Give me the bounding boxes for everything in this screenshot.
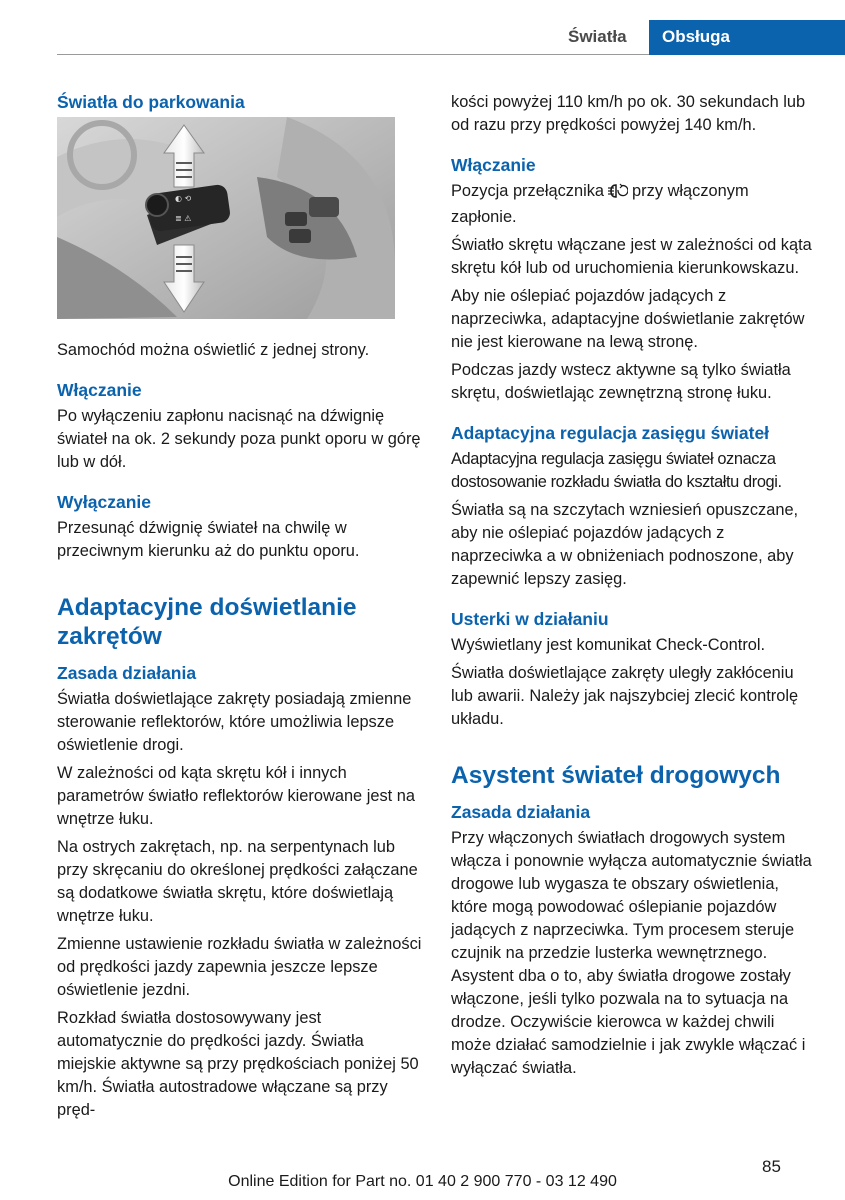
header-chapter-tab: Obsługa [649, 20, 845, 55]
paragraph: Światła doświetlające zakręty posiadają zmienne sterowanie reflektorów, które umożliwia lepsze oświetlenie drogi. [57, 690, 412, 754]
switch-position-text-end: przy włączonym zapłonie. [451, 182, 749, 226]
range-control-heading: Adaptacyjna regulacja zasięgu świateł [451, 423, 770, 443]
headlight-auto-icon [608, 183, 628, 206]
switch-on-heading: Włączanie [57, 380, 142, 400]
svg-text:◐ ⟲: ◐ ⟲ [175, 194, 192, 203]
switch-off-text: Przesunąć dźwignię świateł na chwilę w przeciwnym kierunku aż do punktu oporu. [57, 519, 360, 560]
switch-position-text [451, 180, 816, 229]
paragraph: Rozkład światła dostosowywany jest automatycznie do prędkości jazdy. Światła miejskie aktywne są przy prędkościach poniżej 50 km/h. Światła autostradowe włączane są przy pręd- [57, 1009, 419, 1119]
paragraph: Na ostrych zakrętach, np. na serpentynach lub przy skręcaniu do określonej prędkości załączane są dodatkowe światła skrętu, które doświetlają wnętrze łuku. [57, 838, 418, 925]
paragraph: Wyświetlany jest komunikat Check-Control. [451, 636, 766, 654]
principle-heading: Zasada działania [57, 663, 197, 683]
paragraph: W zależności od kąta skrętu kół i innych parametrów światło reflektorów kierowane jest na wnętrze łuku. [57, 764, 416, 828]
paragraph: Światła są na szczytach wzniesień opuszczane, aby nie oślepiać pojazdów jadących z naprzeciwka a w obniżeniach podnoszone, aby zapewnić lepszy zasięg. [451, 501, 799, 588]
high-beam-assistant-heading: Asystent świateł drogowych [451, 762, 781, 789]
svg-text:≣ ⚠: ≣ ⚠ [175, 214, 192, 223]
figure-caption: Samochód można oświetlić z jednej strony. [57, 341, 370, 359]
faults-heading: Usterki w działaniu [451, 609, 609, 629]
paragraph: Aby nie oślepiać pojazdów jadących z naprzeciwka, adaptacyjne doświetlanie zakrętów nie jest kierowane na lewą stronę. [451, 287, 805, 351]
paragraph: kości powyżej 110 km/h po ok. 30 sekundach lub od razu przy prędkości powyżej 140 km/h. [451, 93, 806, 134]
switch-on-text: Po wyłączeniu zapłonu nacisnąć na dźwignię świateł na ok. 2 sekundy poza punkt oporu w górę lub w dół. [57, 407, 421, 471]
left-column [57, 90, 422, 1127]
parking-lights-heading: Światła do parkowania [57, 92, 245, 112]
switch-off-heading: Wyłączanie [57, 492, 152, 512]
principle-heading: Zasada działania [451, 802, 591, 822]
right-column [451, 91, 816, 1085]
light-lever-illustration [57, 117, 395, 319]
light-lever-figure [57, 117, 395, 319]
header-section-title: Światła [568, 27, 627, 46]
paragraph: Przy włączonych światłach drogowych system włącza i ponownie wyłącza automatycznie światła drogowe lub wygasza te obszary oświetlenia, które mogą powodować oślepianie pojazdów jadących z naprzeciwka. Tym procesem steruje czujnik na przedzie lusterka wewnętrznego. Asystent dba o to, aby światła drogowe zostały włączone, jeśli tylko pozwala na to sytuacja na drodze. Oczywiście kierowca w każdej chwili może działać samodzielnie i jak zwykle włączać i wyłączać światła. [451, 829, 812, 1077]
paragraph: Światła doświetlające zakręty uległy zakłóceniu lub awarii. Należy jak najszybciej zlecić kontrolę układu. [451, 664, 799, 728]
paragraph: Podczas jazdy wstecz aktywne są tylko światła skrętu, doświetlając zewnętrzną stronę łuku. [451, 361, 791, 402]
page-number: 85 [762, 1157, 781, 1176]
adaptive-cornering-heading: Adaptacyjne doświetlanie zakrętów [57, 594, 357, 650]
switch-on-heading: Włączanie [451, 155, 536, 175]
switch-position-text-start: Pozycja przełącznika [451, 182, 605, 200]
footer-edition: Online Edition for Part no. 01 40 2 900 770 - 03 12 490 [228, 1173, 617, 1190]
paragraph: Światło skrętu włączane jest w zależności od kąta skrętu kół lub od uruchomienia kierunkowskazu. [451, 236, 812, 277]
paragraph: Zmienne ustawienie rozkładu światła w zależności od prędkości jazdy zapewnia jeszcze lepsze oświetlenie jezdni. [57, 935, 422, 999]
paragraph: Adaptacyjna regulacja zasięgu świateł oznacza dostosowanie rozkładu światła do kształtu drogi. [451, 450, 782, 491]
